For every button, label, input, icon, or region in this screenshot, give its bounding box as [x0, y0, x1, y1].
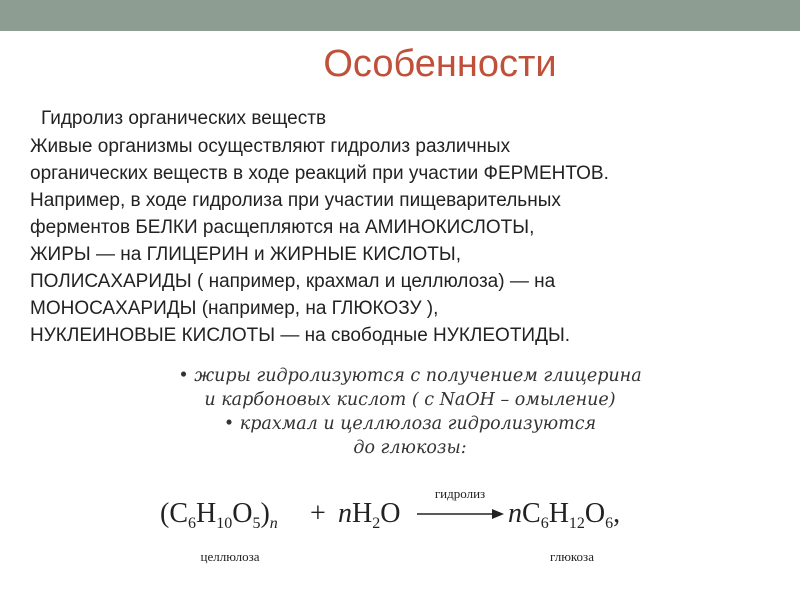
notes-list	[60, 364, 760, 460]
arrow-label: гидролиз	[434, 486, 486, 501]
slide-title: Особенности	[323, 43, 557, 85]
equation-svg	[160, 478, 660, 578]
paragraph-line: МОНОСАХАРИДЫ (например, на ГЛЮКОЗУ ),	[30, 298, 439, 319]
paragraph-line: НУКЛЕИНОВЫЕ КИСЛОТЫ — на свободные НУКЛЕОТИДЫ.	[30, 325, 571, 346]
eq-plus: +	[310, 498, 326, 529]
arrow-head	[492, 509, 504, 519]
eq-product: $nC_6H_{12}O_6$,	[508, 498, 621, 532]
note-line: и карбоновых кислот ( с NaOH – омыление)	[204, 390, 616, 410]
eq-water: $nH_2O$	[338, 498, 401, 532]
eq-reactant: $(C_6H_{10}O_5)_n$	[160, 498, 278, 532]
paragraph-line: Например, в ходе гидролиза при участии пищеварительных	[30, 190, 561, 211]
paragraph-line: Живые организмы осуществляют гидролиз различных	[30, 136, 511, 157]
top-bar	[0, 0, 800, 31]
note-line: • жиры гидролизуются с получением глицерина	[178, 366, 642, 386]
paragraph-line: органических веществ в ходе реакций при участии ФЕРМЕНТОВ.	[30, 163, 609, 184]
paragraph-line: ПОЛИСАХАРИДЫ ( например, крахмал и целлюлоза) — на	[30, 271, 556, 292]
paragraph-line: ферментов БЕЛКИ расщепляются на АМИНОКИСЛОТЫ,	[30, 217, 535, 238]
body-paragraph	[30, 133, 790, 349]
product-label: глюкоза	[550, 549, 594, 564]
reactant-label: целлюлоза	[200, 549, 260, 564]
hydrolysis-equation	[160, 478, 660, 578]
slide-subheading: Гидролиз органических веществ	[41, 108, 327, 129]
paragraph-line: ЖИРЫ — на ГЛИЦЕРИН и ЖИРНЫЕ КИСЛОТЫ,	[30, 244, 462, 265]
note-line: • крахмал и целлюлоза гидролизуются	[223, 414, 597, 434]
note-line: до глюкозы:	[353, 438, 467, 458]
